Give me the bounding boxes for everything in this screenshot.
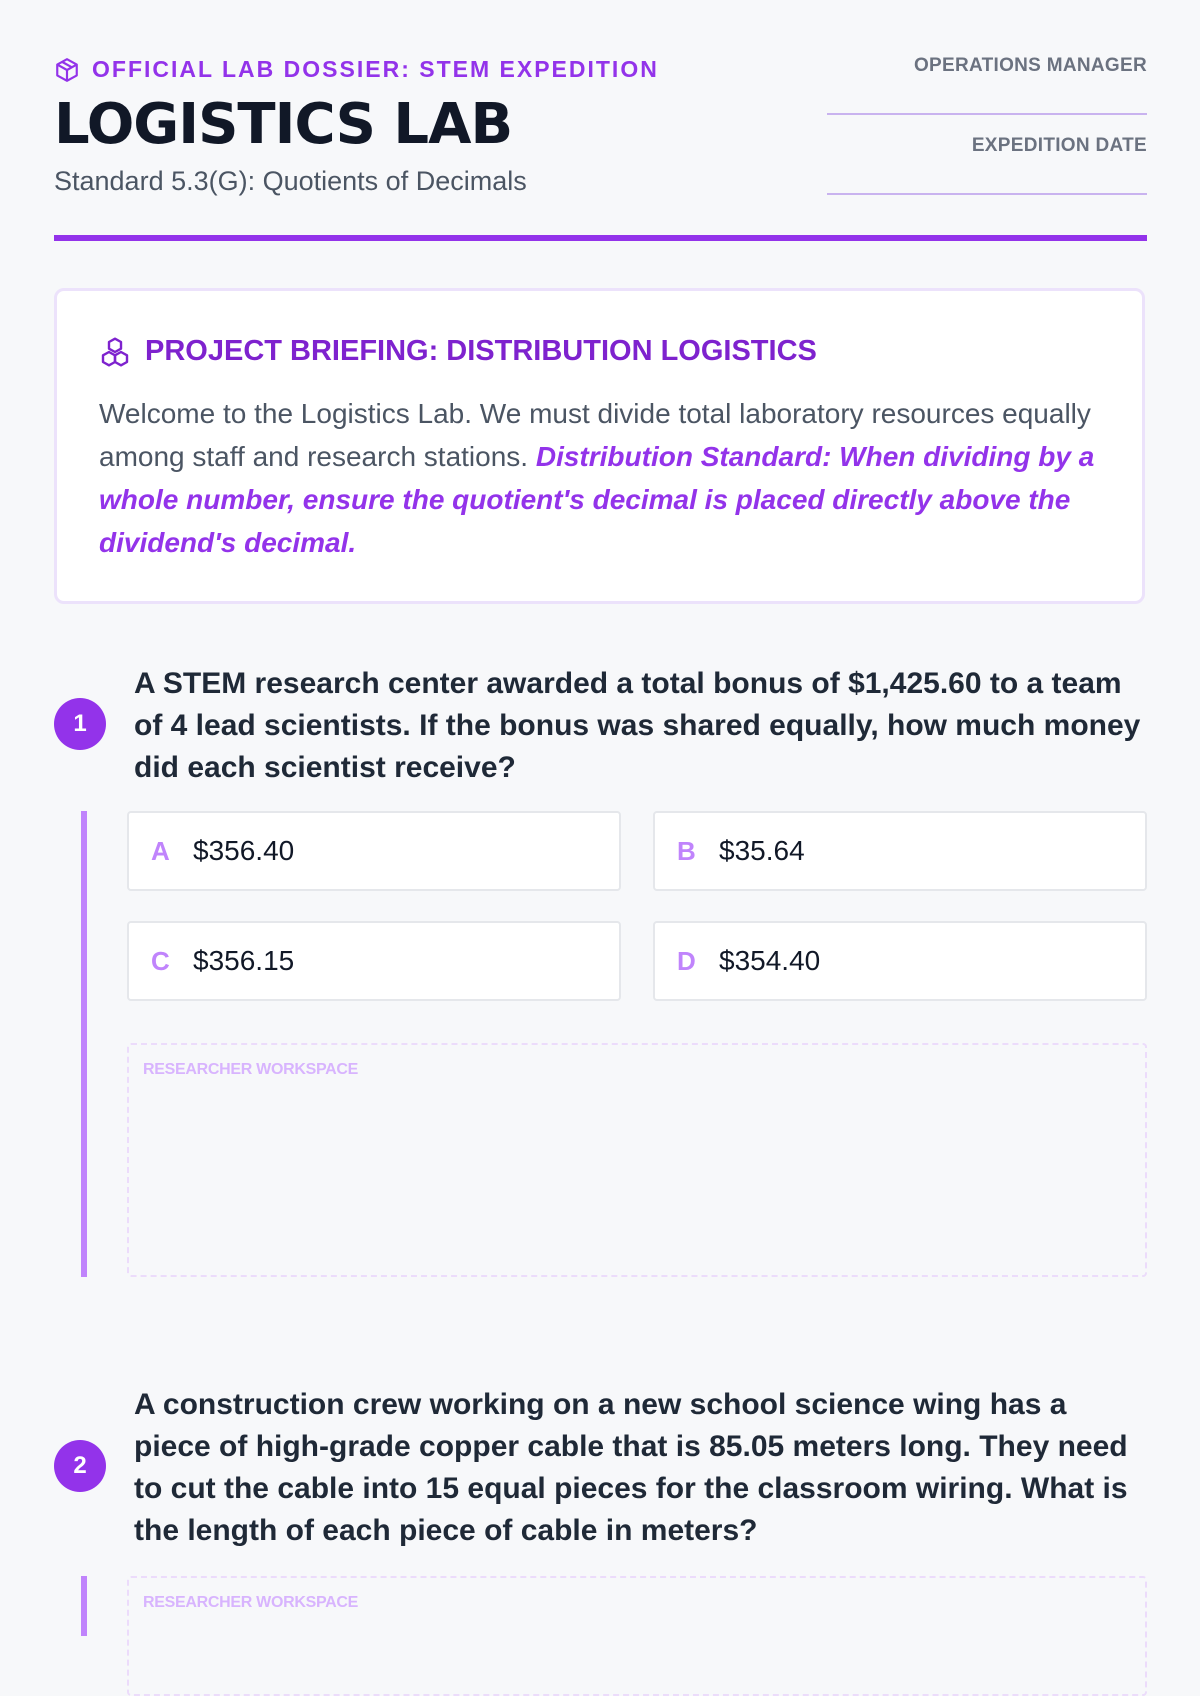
operations-manager-label: OPERATIONS MANAGER — [913, 55, 1147, 76]
worksheet-page — [54, 0, 1147, 1611]
workspace-label: RESEARCHER WORKSPACE — [143, 1594, 359, 1611]
kicker-text: OFFICIAL LAB DOSSIER: STEM EXPEDITION — [92, 56, 659, 82]
briefing-heading-text: PROJECT BRIEFING: DISTRIBUTION LOGISTICS — [145, 335, 817, 367]
researcher-workspace[interactable] — [127, 1576, 1147, 1696]
answer-option-c[interactable] — [127, 921, 621, 1001]
answer-option-a[interactable] — [127, 811, 621, 891]
briefing-body — [99, 392, 1100, 564]
option-letter: A — [151, 835, 170, 866]
page-title: LOGISTICS LAB — [54, 92, 513, 157]
researcher-workspace[interactable] — [127, 1043, 1147, 1277]
briefing-heading — [99, 335, 1100, 368]
standard-subtitle: Standard 5.3(G): Quotients of Decimals — [54, 166, 527, 196]
expedition-date-label: EXPEDITION DATE — [971, 135, 1147, 156]
project-briefing-card — [54, 288, 1145, 604]
cube-icon — [54, 57, 80, 83]
workspace-label: RESEARCHER WORKSPACE — [143, 1061, 359, 1078]
distribution-standard-note: Distribution Standard: When dividing by a whole number, ensure the quotient's decimal is placed directly above the dividend's decimal. — [99, 441, 1095, 558]
boxes-icon — [99, 336, 131, 368]
answer-option-d[interactable] — [653, 921, 1147, 1001]
option-letter: D — [677, 945, 696, 976]
briefing-text: Welcome to the Logistics Lab. We must divide total laboratory resources equally among staff and research stations. — [99, 398, 1091, 472]
question-number-badge: 2 — [54, 1440, 106, 1492]
question-text: A STEM research center awarded a total bonus of $1,425.60 to a team of 4 lead scientists. If the bonus was shared equally, how much money did each scientist receive? — [134, 667, 1141, 784]
option-value: $356.40 — [193, 835, 295, 866]
option-letter: B — [677, 835, 696, 866]
expedition-date-field[interactable] — [827, 193, 1147, 195]
question-number-badge: 1 — [54, 698, 106, 750]
operations-manager-field[interactable] — [827, 113, 1147, 115]
option-value: $356.15 — [193, 945, 295, 976]
option-value: $35.64 — [719, 835, 805, 866]
answer-option-b[interactable] — [653, 811, 1147, 891]
option-letter: C — [151, 945, 170, 976]
question-text: A construction crew working on a new school science wing has a piece of high-grade copper cable that is 85.05 meters long. They need to cut the cable into 15 equal pieces for the classroom wiring. What is the length of each piece of cable in meters? — [134, 1388, 1128, 1547]
worksheet-header — [54, 0, 1147, 241]
header-meta-fields — [827, 55, 1147, 215]
question-accent-bar — [81, 1576, 87, 1636]
question-accent-bar — [81, 811, 87, 1277]
option-value: $354.40 — [719, 945, 821, 976]
dossier-kicker — [54, 56, 659, 83]
